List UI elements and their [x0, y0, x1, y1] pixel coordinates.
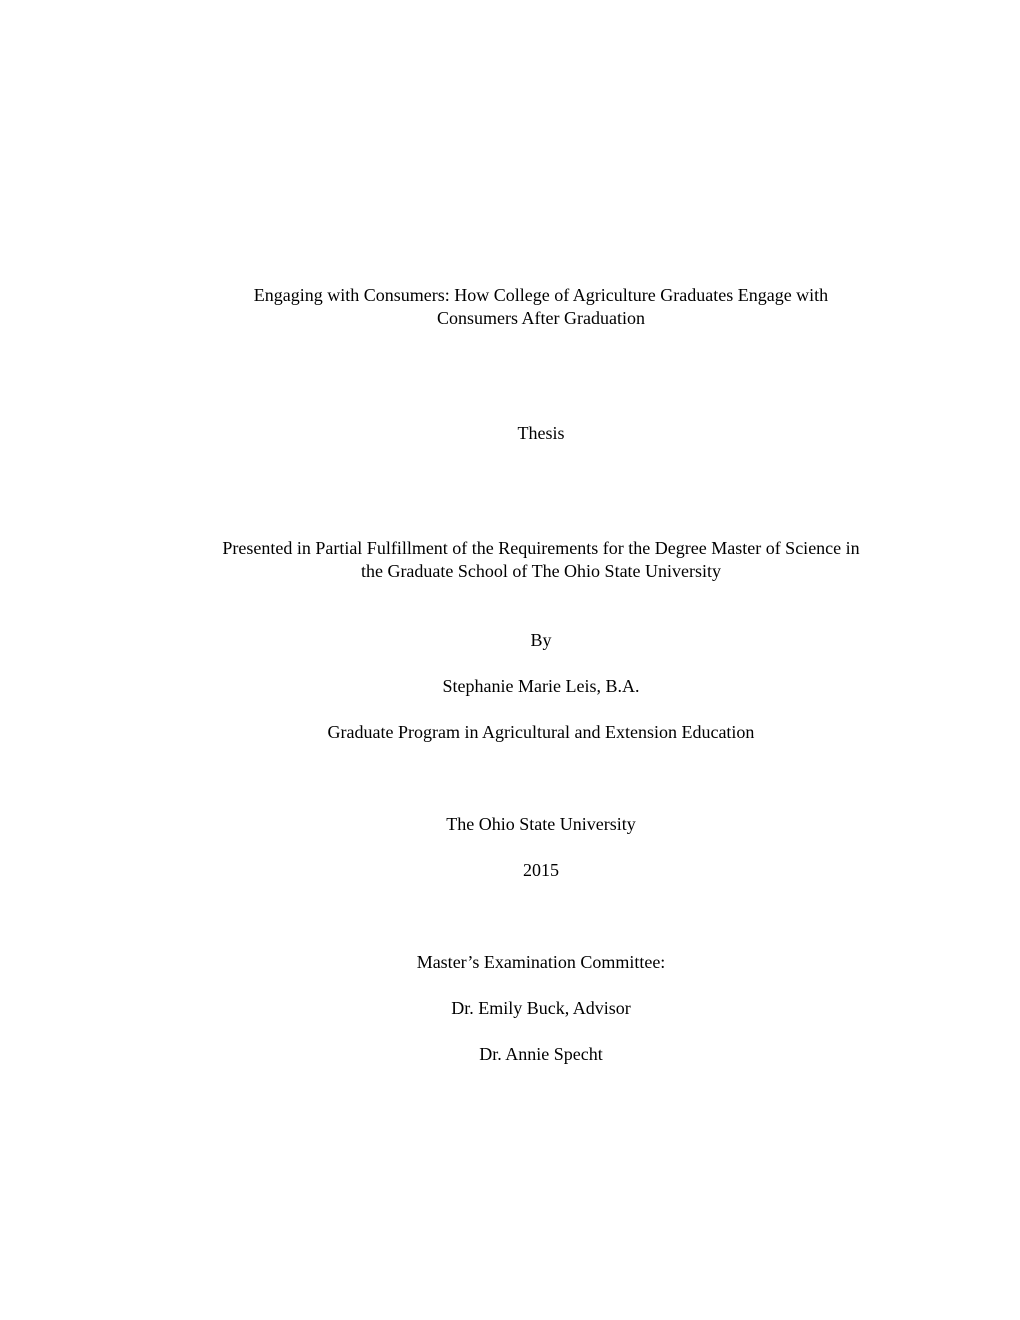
document-type: Thesis	[517, 423, 565, 443]
thesis-title-line-1: Engaging with Consumers: How College of Agriculture Graduates Engage with	[253, 285, 829, 305]
degree-statement-line-1: Presented in Partial Fulfillment of the Requirements for the Degree Master of Science in	[222, 538, 860, 558]
by-label: By	[530, 630, 552, 650]
committee-heading: Master’s Examination Committee:	[416, 952, 666, 972]
author-name: Stephanie Marie Leis, B.A.	[442, 676, 640, 696]
committee-member: Dr. Emily Buck, Advisor	[451, 998, 631, 1018]
university-name: The Ohio State University	[446, 814, 636, 834]
committee-member: Dr. Annie Specht	[479, 1044, 603, 1064]
degree-statement-line-2: the Graduate School of The Ohio State University	[360, 561, 722, 581]
publication-year: 2015	[523, 860, 559, 880]
thesis-title-line-2: Consumers After Graduation	[437, 308, 645, 328]
graduate-program: Graduate Program in Agricultural and Extension Education	[327, 722, 755, 742]
